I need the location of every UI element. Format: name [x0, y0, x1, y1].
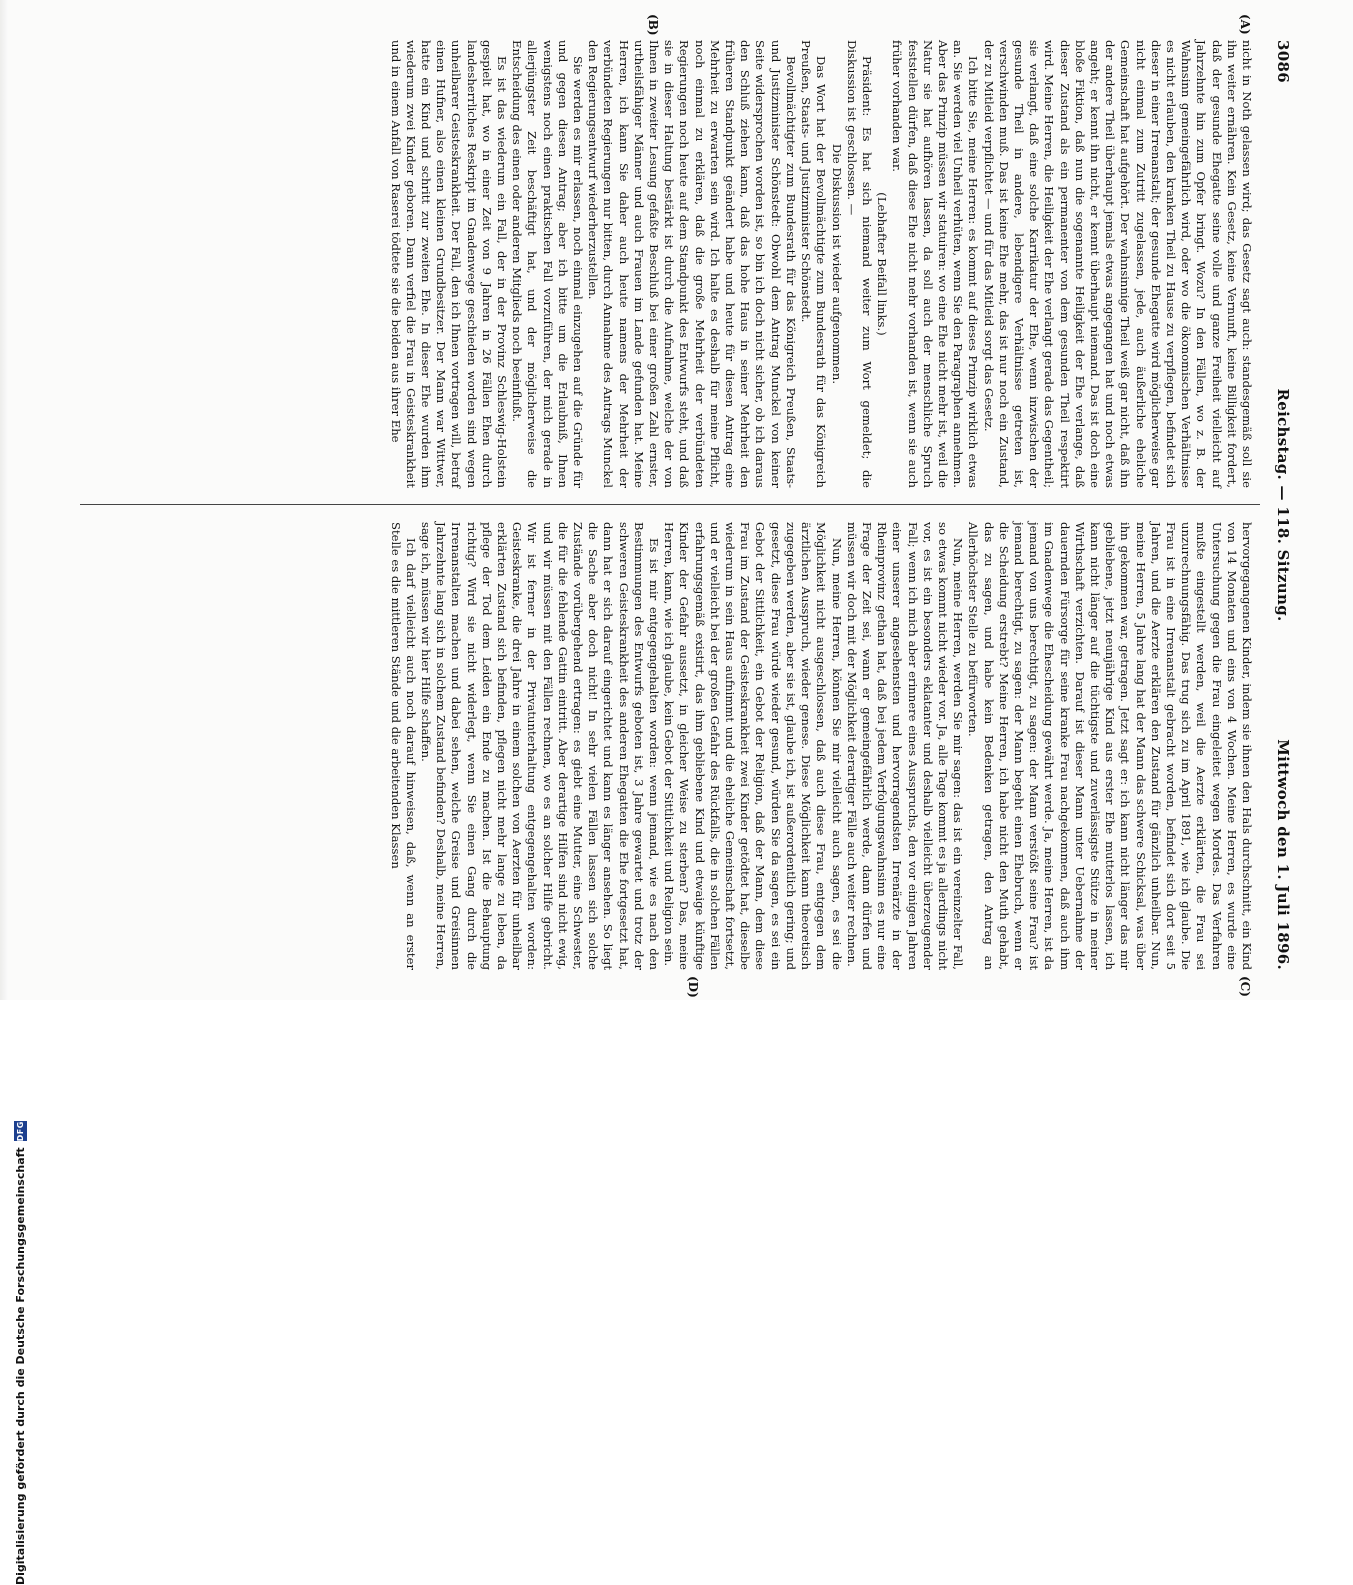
paragraph: Nun, meine Herren, werden Sie mir sagen: das ist ein vereinzelter Fall, so etwas kommt nicht wieder vor. Ja, alle Tage kommt es ja allerdings nicht vor, es ist ein besonders eklatanter und deshalb vielleicht überzeugender Fall; wenn ich mich aber erinnere eines Ausspruchs, den vor einigen Jahren einer unserer angesehensten und hervorragendsten Irrenärzte in der Rheinprovinz gethan hat, daß bei jedem Verfolgungswahnsinn es nur eine Frage der Zeit sei, wann er gemeingefährlich werde, dann dürfen und müssen wir doch mit der Möglichkeit derartiger Fälle auch weiter rechnen. [844, 522, 966, 970]
paragraph: Es ist mir entgegengehalten worden: wenn jemand, wie es nach den Bestimmungen des Entwurfs geboten ist, 3 Jahre gewartet und trotz der schweren Geisteskrankheit des anderen Ehegatten die Ehe fortgesetzt hat, dann hat er sich darauf eingerichtet und kann es länger ansehen. So liegt die Sache aber doch nicht! In sehr vielen Fällen lassen sich solche Zustände vorübergehend ertragen: es giebt eine Mutter, eine Schwester, die für die fehlende Gattin eintritt. Aber derartige Hilfen sind nicht ewig, und wir müssen mit den Fällen rechnen, wo es an solcher Hilfe gebricht. Wir ist ferner in der Privatunterhaltung entgegengehalten worden: Geisteskranke, die drei Jahre in einem solchen von Aerzten für unheilbar erklärten Zustand sich befinden, pflegen nicht mehr lange zu leben, da pflege der Tod dem Leiden ein Ende zu machen. Ist die Behauptung richtig? Wird sie nicht widerlegt, wenn Sie einen Gang durch die Irrenanstalten machen und dabei sehen, welche Greise und Greisinnen Jahrzehnte lang sich in solchem Zustand befinden? Deshalb, meine Herren, sage ich, müssen wir hier Hilfe schaffen. [419, 522, 662, 970]
applause-note: (Lebhafter Beifall links.) [875, 192, 890, 336]
right-column [84, 522, 1254, 970]
paragraph: Ich darf vielleicht auch noch darauf hinweisen, daß, wenn an erster Stelle es die mittleren Stände und die arbeitenden Klassen [388, 522, 418, 970]
margin-marker-d: (D) [686, 976, 700, 998]
text-columns [84, 40, 1254, 970]
paragraph: Die Diskussion ist wieder aufgenommen. [829, 143, 844, 385]
rotated-page-content [60, 14, 1300, 998]
paragraph: hervorgegangenen Kinder, indem sie ihnen den Hals durchschnitt, ein Kind von 14 Monaten und eins von 4 Wochen. Meine Herren, es wurde eine Untersuchung gegen die Frau eingeleitet wegen Mordes. Das Verfahren mußte eingestellt werden, weil die Aerzte erklärten, die Frau sei unzurechnungsfähig. Das trug sich zu im April 1891, wie ich glaube. Die Frau ist in eine Irrenanstalt gebracht worden, befindet sich dort seit 5 Jahren, und die Aerzte erklären den Zustand für gänzlich unheilbar. Nun, meine Herren, 5 Jahre lang hat der Mann das schwere Schicksal, was über ihn gekommen war, getragen. Jetzt sagt er: ich kann nicht länger das mir gebliebene, jetzt neunjährige Kind aus erster Ehe mutterlos lassen, ich kann nicht länger auf die tüchtigste und zuverlässigste Stütze in meiner Wirthschaft verzichten. Darauf ist dieser Mann unter Uebernahme der dauernden Fürsorge für seine kranke Frau nachgekommen, daß auch ihm im Gnadenwege die Ehescheidung gewährt werde. Ja, meine Herren, ist da jemand von uns berechtigt, zu sagen: der Mann verstößt seine Frau? ist jemand berechtigt, zu sagen: der Mann begeht einen Ehebruch, wenn er die Scheidung erstrebt? Meine Herren, ich habe nicht den Muth gehabt, das zu sagen, und habe kein Bedenken getragen, den Antrag an Allerhöchster Stelle zu befürworten. [966, 522, 1254, 970]
digitization-credit [10, 1121, 30, 1585]
margin-marker-b: (B) [646, 14, 660, 36]
paragraph: nicht in Noth gelassen wird; das Gesetz sagt auch: standesgemäß soll sie ihn weiter ernähren. Kein Gesetz, keine Vernunft, keine Billigkeit fordert, daß der gesunde Ehegatte seine volle und ganze Freiheit vielleicht auf Jahrzehnte hin zum Opfer bringt. Wozu? In den Fällen, wo z. B. der Wahnsinn gemeingefährlich wird, oder wo die ökonomischen Verhältnisse es nicht erlauben, den kranken Theil zu Hause zu verpflegen, befindet sich dieser in einer Irrenanstalt; der gesunde Ehegatte wird möglicherweise gar nicht einmal zum Zutritt zugelassen, jede, auch äußerliche eheliche Gemeinschaft hat aufgehört. Der wahnsinnige Theil weiß gar nicht, daß ihn der andere Theil überhaupt jemals etwas angegangen hat und noch etwas angeht; er kennt ihn nicht, er kennt überhaupt niemand. Das ist doch eine bloße Fiktion, daß nun die sogenannte Heiligkeit der Ehe verlange, daß dieser Zustand als ein permanenter von dem gesunden Theil respektirt wird. Meine Herren, die Heiligkeit der Ehe verlangt gerade das Gegentheil; sie verlangt, daß eine solche Karrikatur der Ehe, wenn inzwischen der gesunde Theil in andere, lebendigere Verhältnisse getreten ist, verschwinden muß. Das ist keine Ehe mehr, das ist nur noch ein Zustand, der zu Mitleid verpflichtet — und für das Mitleid sorgt das Gesetz. [981, 40, 1254, 488]
left-column [84, 40, 1254, 488]
page-date: Mittwoch den 1. Juli 1896. [1274, 739, 1292, 970]
paragraph: Ich bitte Sie, meine Herren: es kommt auf dieses Prinzip wirklich etwas an. Sie werden viel Unheil verhüten, wenn Sie den Paragraphen annehmen. Aber das Prinzip müssen wir statuiren: wo eine Ehe nicht mehr ist, weil die Natur sie hat aufhören lassen, da soll auch der menschliche Spruch feststellen dürfen, daß diese Ehe nicht mehr vorhanden ist, wenn sie auch früher vorhanden war. [890, 40, 981, 488]
paragraph: Nun, meine Herren, können Sie mir vielleicht auch sagen, es sei die Möglichkeit nicht ausgeschlossen, daß auch diese Frau, entgegen dem ärztlichen Ausspruch, wieder genese. Diese Möglichkeit kann theoretisch zugegeben werden, aber sie ist, glaube ich, ist außerordentlich gering; und gesetzt, diese Frau würde wieder gesund, würden Sie da sagen, es sei ein Gebot der Sittlichkeit, ein Gebot der Religion, daß der Mann, dem diese Frau im Zustand der Geisteskrankheit zwei Kinder getödtet hat, dieselbe wiederum in sein Haus aufnimmt und die eheliche Gemeinschaft fortsetzt, und er vielleicht bei der großen Gefahr des Rückfalls, die in solchen Fällen erfahrungsgemäß existirt, das ihm gebliebene Kind und etwaige künftige Kinder der Gefahr aussetzt, in gleicher Weise zu sterben? Das, meine Herren, kann, wie ich glaube, kein Gebot der Sittlichkeit und Religion sein. [662, 522, 844, 970]
margin-marker-a: (A) [1238, 14, 1252, 35]
paragraph: Bevollmächtigter zum Bundesrath für das Königreich Preußen, Staats- und Justizminister Schönstedt: Obwohl dem Antrag Munckel von keiner Seite widersprochen worden ist, so bin ich doch nicht sicher, ob ich daraus den Schluß ziehen kann, daß das hohe Haus in seiner Mehrheit den früheren Standpunkt geändert habe und heute für diesen Antrag eine Mehrheit zu erwarten sein wird. Ich halte es deshalb für meine Pflicht, noch einmal zu erklären, daß die große Mehrheit der verbündeten Regierungen noch heute auf dem Standpunkt des Entwurfs steht, und daß sie in dieser Haltung bestärkt ist durch die Aufnahme, welche der von Ihnen in zweiter Lesung gefaßte Beschluß bei einer großen Zahl ernster, urtheilsfähiger Männer und auch Frauen im Lande gefunden hat. Meine Herren, ich kann Sie daher auch heute namens der Mehrheit der verbündeten Regierungen nur bitten, durch Annahme des Antrags Munckel den Regierungsentwurf wiederherzustellen. [586, 40, 798, 488]
page-header [1266, 40, 1300, 970]
scan-edge-shadow [0, 0, 8, 1000]
dfg-logo-icon: DFG [15, 1121, 25, 1142]
paragraph: Sie werden es mir erlassen, noch einmal einzugehen auf die Gründe für und gegen diesen Antrag; aber ich bitte um die Erlaubniß, Ihnen wenigstens noch einen praktischen Fall vorzuführen, der mich gerade in allerjüngster Zeit beschäftigt hat, und der möglicherweise die Entscheidung des einen oder anderen Mitglieds noch beeinflußt. [510, 40, 586, 488]
page-title: Reichstag. — 118. Sitzung. [1274, 388, 1292, 622]
paragraph: Präsident: Es hat sich niemand weiter zum Wort gemeldet; die Diskussion ist geschlossen. — [844, 40, 874, 488]
paragraph: Es ist das wiederum ein Fall, der in der Provinz Schleswig-Holstein gespielt hat, wo in einer Zeit von 9 Jahren in 26 Fällen Ehen durch landesherrliches Reskript im Gnadenwege geschieden worden sind wegen unheilbarer Geisteskrankheit. Der Fall, den ich Ihnen vortragen will, betraf einen Hufner, also einen kleinen Grundbesitzer. Der Mann war Wittwer, hatte ein Kind und schritt zur zweiten Ehe. In dieser Ehe wurden ihm wiederum zwei Kinder geboren. Dann verfiel die Frau in Geisteskrankheit und in einem Anfall von Raserei tödtete sie die beiden aus ihrer Ehe [388, 40, 510, 488]
paragraph: Das Wort hat der Bevollmächtigte zum Bundesrath für das Königreich Preußen, Staats- und Justizminister Schönstedt. [799, 40, 829, 488]
dfg-credit-text: Digitalisierung gefördert durch die Deutsche Forschungsgemeinschaft [13, 1147, 27, 1585]
margin-marker-c: (C) [1238, 976, 1252, 997]
page-number: 3086 [1274, 40, 1292, 83]
